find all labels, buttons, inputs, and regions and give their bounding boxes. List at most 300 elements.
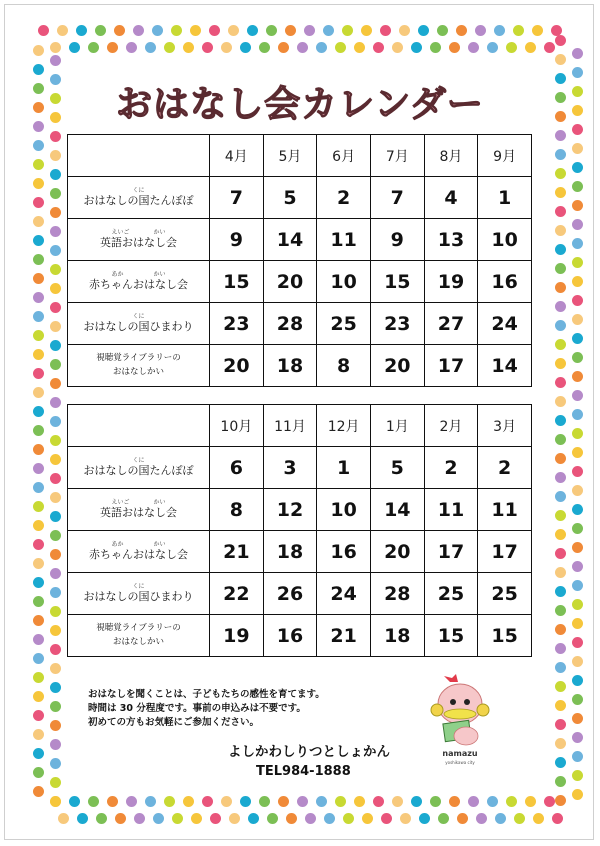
border-dot [361, 25, 372, 36]
border-dot [572, 200, 583, 211]
border-dot [572, 295, 583, 306]
border-dot [532, 25, 543, 36]
border-dot [33, 444, 44, 455]
border-dot [50, 644, 61, 655]
date-cell: 25 [424, 573, 478, 615]
border-dot [33, 672, 44, 683]
border-dot [392, 42, 403, 53]
border-dot [495, 813, 506, 824]
date-cell: 20 [370, 531, 424, 573]
date-cell: 15 [478, 615, 532, 657]
border-dot [506, 42, 517, 53]
border-dot [33, 520, 44, 531]
date-cell: 2 [424, 447, 478, 489]
border-dot [33, 64, 44, 75]
border-dot [33, 691, 44, 702]
border-dot [76, 25, 87, 36]
border-dot [572, 238, 583, 249]
border-dot [411, 42, 422, 53]
row-label-text: 赤ちゃんおはなし会 [89, 278, 188, 292]
border-dot [438, 813, 449, 824]
border-dot [240, 42, 251, 53]
border-dot [50, 416, 61, 427]
border-dot [411, 796, 422, 807]
date-cell: 19 [424, 261, 478, 303]
border-dot [555, 320, 566, 331]
border-dot [555, 396, 566, 407]
border-dot [50, 777, 61, 788]
row-label [68, 573, 210, 615]
date-cell: 24 [478, 303, 532, 345]
date-cell: 1 [478, 177, 532, 219]
border-dot [50, 131, 61, 142]
border-dot [324, 813, 335, 824]
date-cell: 25 [478, 573, 532, 615]
border-dot [555, 643, 566, 654]
border-dot [430, 42, 441, 53]
border-dot [555, 263, 566, 274]
date-cell: 7 [210, 177, 264, 219]
border-dot [247, 25, 258, 36]
border-dot [555, 605, 566, 616]
border-dot [572, 371, 583, 382]
border-dot [33, 235, 44, 246]
border-dot [33, 482, 44, 493]
border-dot [183, 42, 194, 53]
row-label-text: 視聴覚ライブラリーの [96, 352, 181, 363]
border-dot [126, 796, 137, 807]
border-dot [33, 634, 44, 645]
border-dot [494, 25, 505, 36]
border-dot [50, 42, 61, 53]
border-dot [33, 178, 44, 189]
border-dot [555, 339, 566, 350]
border-dot [286, 813, 297, 824]
date-cell: 4 [424, 177, 478, 219]
border-dot [572, 276, 583, 287]
date-cell: 6 [210, 447, 264, 489]
border-dot [544, 42, 555, 53]
border-dot [555, 624, 566, 635]
border-dot [58, 813, 69, 824]
date-cell: 11 [317, 219, 371, 261]
date-cell: 28 [370, 573, 424, 615]
date-cell: 14 [263, 219, 317, 261]
border-dot [335, 796, 346, 807]
border-dot [476, 813, 487, 824]
date-cell: 1 [317, 447, 371, 489]
border-dot [572, 352, 583, 363]
row-label [68, 303, 210, 345]
border-dot [50, 207, 61, 218]
date-cell: 15 [210, 261, 264, 303]
border-dot [248, 813, 259, 824]
mascot-caption: yoshikawa city [445, 760, 475, 765]
date-cell: 26 [263, 573, 317, 615]
corner-cell [68, 405, 210, 447]
date-cell: 10 [317, 489, 371, 531]
border-dot [555, 529, 566, 540]
border-dot [555, 282, 566, 293]
border-dot [221, 42, 232, 53]
row-label [68, 345, 210, 387]
note-line: 時間は 30 分程度です。事前の申込みは不要です。 [88, 703, 306, 714]
border-dot [33, 710, 44, 721]
border-dot [50, 226, 61, 237]
date-cell: 16 [263, 615, 317, 657]
border-dot [437, 25, 448, 36]
border-dot [50, 663, 61, 674]
mascot-name: namazu [442, 749, 478, 758]
border-dot [229, 813, 240, 824]
border-dot [381, 813, 392, 824]
date-cell: 12 [263, 489, 317, 531]
row-label-text: 赤ちゃんおはなし会 [89, 548, 188, 562]
date-cell: 24 [317, 573, 371, 615]
border-dot [555, 35, 566, 46]
border-dot [572, 770, 583, 781]
ruby-text: くに [132, 583, 145, 591]
border-dot [33, 653, 44, 664]
border-dot [555, 472, 566, 483]
date-cell: 8 [317, 345, 371, 387]
border-dot [555, 776, 566, 787]
border-dot [572, 428, 583, 439]
border-dot [475, 25, 486, 36]
date-cell: 13 [424, 219, 478, 261]
border-dot [50, 435, 61, 446]
border-dot [172, 813, 183, 824]
border-dot [552, 813, 563, 824]
border-dot [50, 397, 61, 408]
border-dot [572, 599, 583, 610]
date-cell: 19 [210, 615, 264, 657]
border-dot [572, 485, 583, 496]
date-cell: 11 [424, 489, 478, 531]
border-dot [33, 311, 44, 322]
date-cell: 20 [210, 345, 264, 387]
border-dot [362, 813, 373, 824]
border-dot [33, 387, 44, 398]
border-dot [555, 795, 566, 806]
border-dot [266, 25, 277, 36]
border-dot [555, 187, 566, 198]
border-dot [191, 813, 202, 824]
row-label-text: おはなしの国ひまわり [83, 590, 194, 604]
border-dot [33, 577, 44, 588]
border-dot [304, 25, 315, 36]
border-dot [33, 292, 44, 303]
ruby-text: えいご かい [111, 229, 166, 237]
row-label-text: おはなしの国ひまわり [83, 320, 194, 334]
border-dot [164, 796, 175, 807]
row-label [68, 261, 210, 303]
date-cell: 21 [210, 531, 264, 573]
border-dot [285, 25, 296, 36]
date-cell: 5 [263, 177, 317, 219]
border-dot [449, 42, 460, 53]
border-dot [555, 757, 566, 768]
border-dot [50, 55, 61, 66]
border-dot [50, 188, 61, 199]
date-cell: 9 [370, 219, 424, 261]
border-dot [323, 25, 334, 36]
ruby-text: くに [132, 313, 145, 321]
row-label-text: 視聴覚ライブラリーの [96, 622, 181, 633]
border-dot [418, 25, 429, 36]
border-dot [419, 813, 430, 824]
ruby-text: くに [132, 457, 145, 465]
date-cell: 11 [478, 489, 532, 531]
border-dot [572, 162, 583, 173]
calendar-table-oct-mar [67, 404, 532, 657]
border-dot [57, 25, 68, 36]
border-dot [555, 301, 566, 312]
border-dot [555, 434, 566, 445]
border-dot [33, 406, 44, 417]
ruby-text: あか かい [111, 271, 166, 279]
border-dot [572, 181, 583, 192]
table-row [68, 573, 532, 615]
border-dot [572, 732, 583, 743]
note-line: 初めての方もお気軽にご参加ください。 [88, 717, 260, 728]
border-dot [33, 349, 44, 360]
border-dot [305, 813, 316, 824]
border-dot [33, 273, 44, 284]
border-dot [33, 596, 44, 607]
table-row [68, 261, 532, 303]
border-dot [572, 333, 583, 344]
border-dot [572, 618, 583, 629]
border-dot [50, 473, 61, 484]
border-dot [88, 42, 99, 53]
border-dot [33, 159, 44, 170]
border-dot [96, 813, 107, 824]
border-dot [449, 796, 460, 807]
calendar-table-apr-sep [67, 134, 532, 387]
border-dot [259, 796, 270, 807]
border-dot [555, 358, 566, 369]
month-header: 9月 [478, 135, 532, 177]
border-dot [572, 314, 583, 325]
border-dot [380, 25, 391, 36]
border-dot [572, 561, 583, 572]
date-cell: 9 [210, 219, 264, 261]
border-dot [572, 409, 583, 420]
border-dot [115, 813, 126, 824]
row-label [68, 219, 210, 261]
month-header: 11月 [263, 405, 317, 447]
border-dot [456, 25, 467, 36]
border-dot [50, 492, 61, 503]
border-dot [555, 567, 566, 578]
border-dot [572, 637, 583, 648]
border-dot [107, 42, 118, 53]
border-dot [183, 796, 194, 807]
border-dot [33, 615, 44, 626]
border-dot [33, 140, 44, 151]
border-dot [134, 813, 145, 824]
border-dot [342, 25, 353, 36]
border-dot [33, 254, 44, 265]
border-dot [50, 739, 61, 750]
border-dot [33, 729, 44, 740]
border-dot [50, 321, 61, 332]
border-dot [297, 42, 308, 53]
border-dot [316, 796, 327, 807]
border-dot [88, 796, 99, 807]
border-dot [572, 751, 583, 762]
border-dot [572, 390, 583, 401]
border-dot [33, 767, 44, 778]
border-dot [190, 25, 201, 36]
month-header-row [68, 405, 532, 447]
date-cell: 28 [263, 303, 317, 345]
border-dot [221, 796, 232, 807]
date-cell: 16 [317, 531, 371, 573]
border-dot [33, 216, 44, 227]
table-row [68, 615, 532, 657]
month-header: 5月 [263, 135, 317, 177]
border-dot [126, 42, 137, 53]
border-dot [33, 539, 44, 550]
border-dot [506, 796, 517, 807]
month-header: 10月 [210, 405, 264, 447]
date-cell: 2 [478, 447, 532, 489]
border-dot [513, 25, 524, 36]
date-cell: 15 [370, 261, 424, 303]
date-cell: 22 [210, 573, 264, 615]
border-dot [555, 700, 566, 711]
table-row [68, 219, 532, 261]
row-label-text: 英語おはなし会 [100, 236, 177, 250]
border-dot [487, 42, 498, 53]
table-row [68, 489, 532, 531]
date-cell: 21 [317, 615, 371, 657]
border-dot [33, 45, 44, 56]
border-dot [572, 580, 583, 591]
month-header: 4月 [210, 135, 264, 177]
border-dot [69, 796, 80, 807]
row-label-text: おはなしの国たんぽぽ [83, 464, 194, 478]
border-dot [267, 813, 278, 824]
ruby-text: えいご かい [111, 499, 166, 507]
month-header: 3月 [478, 405, 532, 447]
border-dot [399, 25, 410, 36]
border-dot [354, 42, 365, 53]
border-dot [555, 225, 566, 236]
date-cell: 14 [478, 345, 532, 387]
border-dot [572, 143, 583, 154]
border-dot [572, 542, 583, 553]
border-dot [555, 168, 566, 179]
namazu-mascot-icon [420, 670, 500, 770]
border-dot [240, 796, 251, 807]
border-dot [555, 453, 566, 464]
border-dot [555, 244, 566, 255]
date-cell: 15 [424, 615, 478, 657]
row-label [68, 177, 210, 219]
date-cell: 2 [317, 177, 371, 219]
border-dot [50, 454, 61, 465]
month-header: 12月 [317, 405, 371, 447]
border-dot [525, 796, 536, 807]
border-dot [33, 425, 44, 436]
border-dot [50, 682, 61, 693]
date-cell: 10 [478, 219, 532, 261]
border-dot [555, 510, 566, 521]
border-dot [33, 330, 44, 341]
table-row [68, 345, 532, 387]
border-dot [133, 25, 144, 36]
border-dot [487, 796, 498, 807]
ruby-text: くに [132, 187, 145, 195]
table-row [68, 531, 532, 573]
border-dot [555, 206, 566, 217]
border-dot [209, 25, 220, 36]
border-dot [202, 796, 213, 807]
border-dot [572, 694, 583, 705]
date-cell: 20 [370, 345, 424, 387]
border-dot [373, 42, 384, 53]
border-dot [33, 501, 44, 512]
border-dot [533, 813, 544, 824]
date-cell: 23 [370, 303, 424, 345]
border-dot [50, 701, 61, 712]
border-dot [316, 42, 327, 53]
border-dot [145, 42, 156, 53]
border-dot [572, 789, 583, 800]
border-dot [572, 447, 583, 458]
month-header: 1月 [370, 405, 424, 447]
date-cell: 18 [370, 615, 424, 657]
border-dot [354, 796, 365, 807]
border-dot [114, 25, 125, 36]
border-dot [107, 796, 118, 807]
row-label-text: 英語おはなし会 [100, 506, 177, 520]
border-dot [33, 197, 44, 208]
row-label-text: おはなしかい [112, 366, 164, 377]
month-header: 8月 [424, 135, 478, 177]
border-dot [555, 130, 566, 141]
row-label-text: おはなしかい [112, 636, 164, 647]
border-dot [555, 586, 566, 597]
border-dot [69, 42, 80, 53]
date-cell: 17 [478, 531, 532, 573]
border-dot [95, 25, 106, 36]
date-cell: 25 [317, 303, 371, 345]
border-dot [555, 149, 566, 160]
border-dot [152, 25, 163, 36]
border-dot [50, 359, 61, 370]
date-cell: 27 [424, 303, 478, 345]
border-dot [50, 587, 61, 598]
border-dot [572, 504, 583, 515]
border-dot [572, 523, 583, 534]
month-header: 2月 [424, 405, 478, 447]
border-dot [50, 606, 61, 617]
border-dot [50, 340, 61, 351]
date-cell: 18 [263, 531, 317, 573]
border-dot [555, 681, 566, 692]
border-dot [50, 283, 61, 294]
border-dot [555, 662, 566, 673]
border-dot [555, 415, 566, 426]
border-dot [514, 813, 525, 824]
border-dot [33, 368, 44, 379]
border-dot [50, 568, 61, 579]
ruby-text: あか かい [111, 541, 166, 549]
